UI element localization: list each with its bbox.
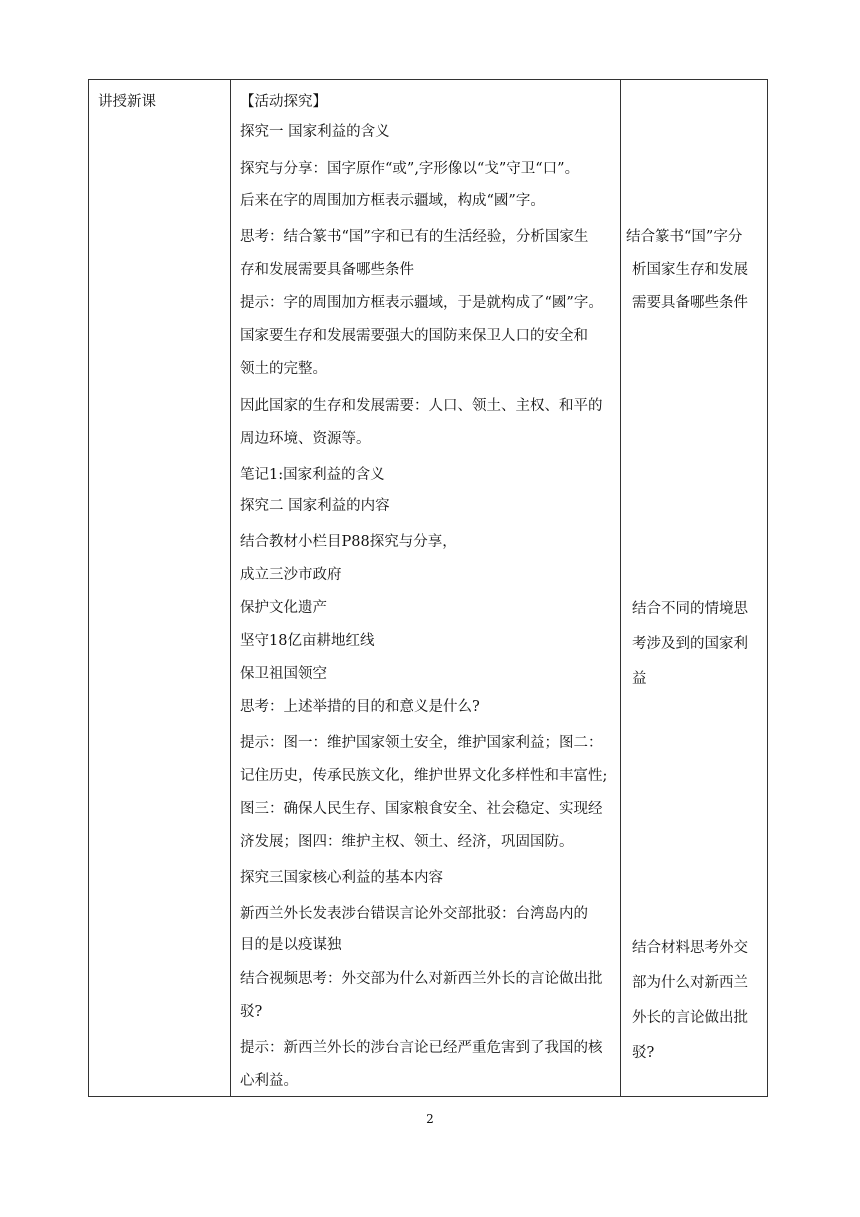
think-line: 思考：上述举措的目的和意义是什么? bbox=[240, 699, 480, 715]
hint-line: 图三：确保人民生存、国家粮食安全、社会稳定、实现经 bbox=[240, 801, 603, 817]
list-item: 成立三沙市政府 bbox=[240, 567, 342, 583]
explore1-title: 探究一 国家利益的含义 bbox=[240, 124, 390, 140]
column-divider bbox=[620, 80, 621, 1096]
conclusion-line: 周边环境、资源等。 bbox=[240, 431, 371, 447]
design-note: 结合篆书“国”字分 bbox=[626, 229, 743, 245]
note-line: 笔记1:国家利益的含义 bbox=[240, 467, 385, 483]
design-note: 结合不同的情境思 bbox=[632, 601, 748, 617]
think-line: 驳? bbox=[240, 1004, 263, 1020]
explore2-title: 探究二 国家利益的内容 bbox=[240, 498, 390, 514]
lesson-table bbox=[88, 79, 768, 1097]
design-note: 需要具备哪些条件 bbox=[632, 295, 748, 311]
hint-line: 国家要生存和发展需要强大的国防来保卫人口的安全和 bbox=[240, 328, 588, 344]
think-line: 思考：结合篆书“国”字和已有的生活经验，分析国家生 bbox=[240, 229, 589, 245]
hint-line: 提示：新西兰外长的涉台言论已经严重危害到了我国的核 bbox=[240, 1040, 603, 1056]
textbook-line: 结合教材小栏目P88探究与分享， bbox=[240, 534, 457, 550]
column-divider bbox=[230, 80, 231, 1096]
share-line: 后来在字的周围加方框表示疆域，构成“國”字。 bbox=[240, 193, 545, 209]
hint-line: 心利益。 bbox=[240, 1073, 298, 1089]
list-item: 保护文化遗产 bbox=[240, 600, 327, 616]
material-line: 目的是以疫谋独 bbox=[240, 937, 342, 953]
design-note: 益 bbox=[632, 671, 647, 687]
material-line: 新西兰外长发表涉台错误言论外交部批驳：台湾岛内的 bbox=[240, 906, 588, 922]
hint-line: 提示：图一：维护国家领土安全，维护国家利益；图二： bbox=[240, 735, 603, 751]
design-note: 考涉及到的国家利 bbox=[632, 636, 748, 652]
section-label: 讲授新课 bbox=[98, 94, 156, 110]
list-item: 坚守18亿亩耕地红线 bbox=[240, 633, 375, 649]
design-note: 结合材料思考外交 bbox=[632, 940, 748, 956]
design-note: 析国家生存和发展 bbox=[632, 262, 748, 278]
design-note: 部为什么对新西兰 bbox=[632, 975, 748, 991]
hint-line: 济发展；图四：维护主权、领土、经济，巩固国防。 bbox=[240, 834, 574, 850]
think-line: 存和发展需要具备哪些条件 bbox=[240, 262, 414, 278]
think-line: 结合视频思考：外交部为什么对新西兰外长的言论做出批 bbox=[240, 971, 603, 987]
hint-line: 记住历史，传承民族文化，维护世界文化多样性和丰富性; bbox=[240, 768, 608, 784]
list-item: 保卫祖国领空 bbox=[240, 666, 327, 682]
share-line: 探究与分享：国字原作“或”,字形像以“戈”守卫“口”。 bbox=[240, 161, 580, 177]
activity-title: 【活动探究】 bbox=[240, 94, 327, 110]
page-number: 2 bbox=[426, 1112, 434, 1126]
design-note: 驳? bbox=[632, 1045, 655, 1061]
hint-line: 领土的完整。 bbox=[240, 361, 327, 377]
hint-line: 提示：字的周围加方框表示疆域，于是就构成了“國”字。 bbox=[240, 295, 603, 311]
explore3-title: 探究三国家核心利益的基本内容 bbox=[240, 870, 443, 886]
conclusion-line: 因此国家的生存和发展需要：人口、领土、主权、和平的 bbox=[240, 398, 603, 414]
design-note: 外长的言论做出批 bbox=[632, 1010, 748, 1026]
